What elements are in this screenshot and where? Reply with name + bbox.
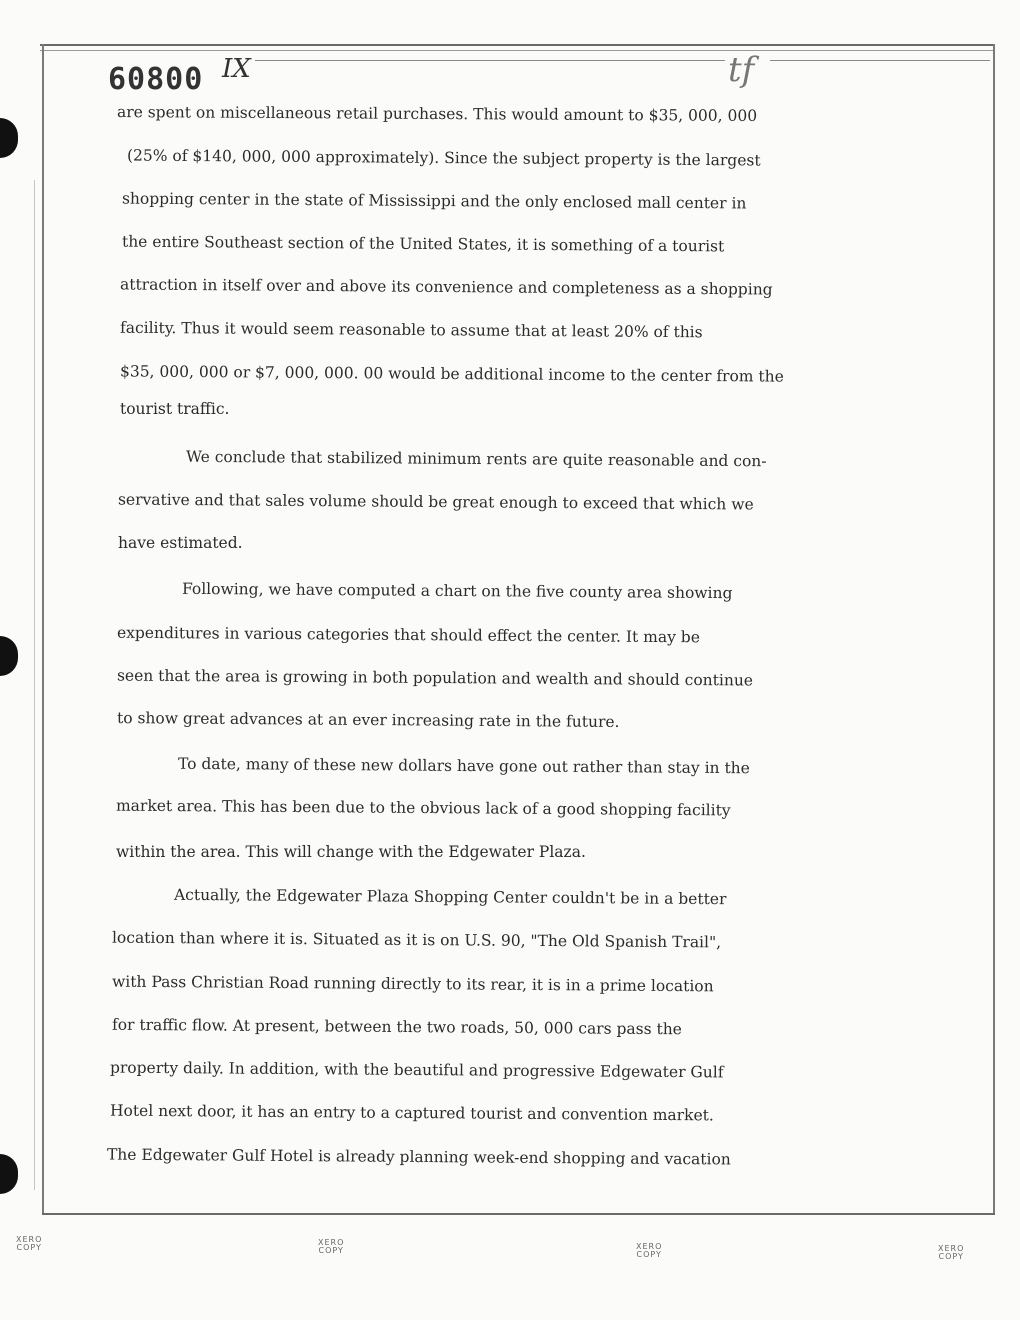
xero-copy-stamp: XERO COPY — [636, 1242, 663, 1259]
xero-copy-stamp: XERO COPY — [318, 1238, 345, 1255]
page-border-bottom — [42, 1213, 995, 1215]
document-number: 60800 — [108, 62, 204, 97]
text-line: seen that the area is growing in both population and wealth and should continue — [116, 666, 754, 690]
text-line: market area. This has been due to the obvious lack of a good shopping facility — [115, 796, 731, 820]
binder-hole-top — [0, 118, 18, 158]
text-line: Following, we have computed a chart on the five county area showing — [181, 579, 733, 603]
page-border-right — [993, 44, 995, 1214]
text-line: with Pass Christian Road running directly to its rear, it is in a prime location — [111, 972, 714, 996]
text-line: are spent on miscellaneous retail purchases. This would amount to $35, 000, 000 — [116, 103, 758, 125]
text-line: facility. Thus it would seem reasonable to assume that at least 20% of this — [119, 318, 703, 342]
text-line: Actually, the Edgewater Plaza Shopping Center couldn't be in a better — [173, 885, 727, 909]
text-line: To date, many of these new dollars have gone out rather than stay in the — [177, 754, 750, 778]
text-line: $35, 000, 000 or $7, 000, 000. 00 would be additional income to the center from the — [119, 362, 784, 386]
text-line: (25% of $140, 000, 000 approximately). Since the subject property is the largest — [126, 146, 761, 170]
text-line: expenditures in various categories that should effect the center. It may be — [116, 623, 701, 647]
header-rule-right — [770, 60, 990, 61]
text-line: Hotel next door, it has an entry to a captured tourist and convention market. — [109, 1101, 714, 1125]
handwritten-initials: tf — [728, 50, 755, 90]
section-number: IX — [222, 54, 251, 84]
text-line: for traffic flow. At present, between the two roads, 50, 000 cars pass the — [111, 1015, 682, 1039]
text-line: the entire Southeast section of the United States, it is something of a tourist — [121, 232, 725, 256]
text-line: The Edgewater Gulf Hotel is already planning week-end shopping and vacation — [106, 1145, 731, 1169]
text-line: attraction in itself over and above its convenience and completeness as a shopping — [119, 275, 773, 299]
page-border-top — [40, 44, 995, 46]
page-border-top-inner — [40, 50, 995, 51]
text-line: have estimated. — [118, 534, 243, 552]
margin-line — [34, 180, 35, 1190]
page-border-left — [42, 44, 44, 1214]
text-line: property daily. In addition, with the beautiful and progressive Edgewater Gulf — [109, 1058, 724, 1082]
text-line: We conclude that stabilized minimum rents are quite reasonable and con- — [185, 447, 767, 471]
binder-hole-bottom — [0, 1154, 18, 1194]
text-line: location than where it is. Situated as it is on U.S. 90, "The Old Spanish Trail", — [111, 928, 722, 952]
text-line: shopping center in the state of Mississippi and the only enclosed mall center in — [121, 189, 747, 213]
header-rule — [255, 60, 725, 61]
xero-copy-stamp: XERO COPY — [16, 1235, 43, 1252]
text-line: to show great advances at an ever increasing rate in the future. — [116, 709, 620, 731]
xero-copy-stamp: XERO COPY — [938, 1244, 965, 1261]
text-line: within the area. This will change with the Edgewater Plaza. — [116, 843, 586, 861]
text-line: servative and that sales volume should be great enough to exceed that which we — [117, 490, 754, 514]
text-line: tourist traffic. — [120, 400, 230, 418]
binder-hole-middle — [0, 636, 18, 676]
